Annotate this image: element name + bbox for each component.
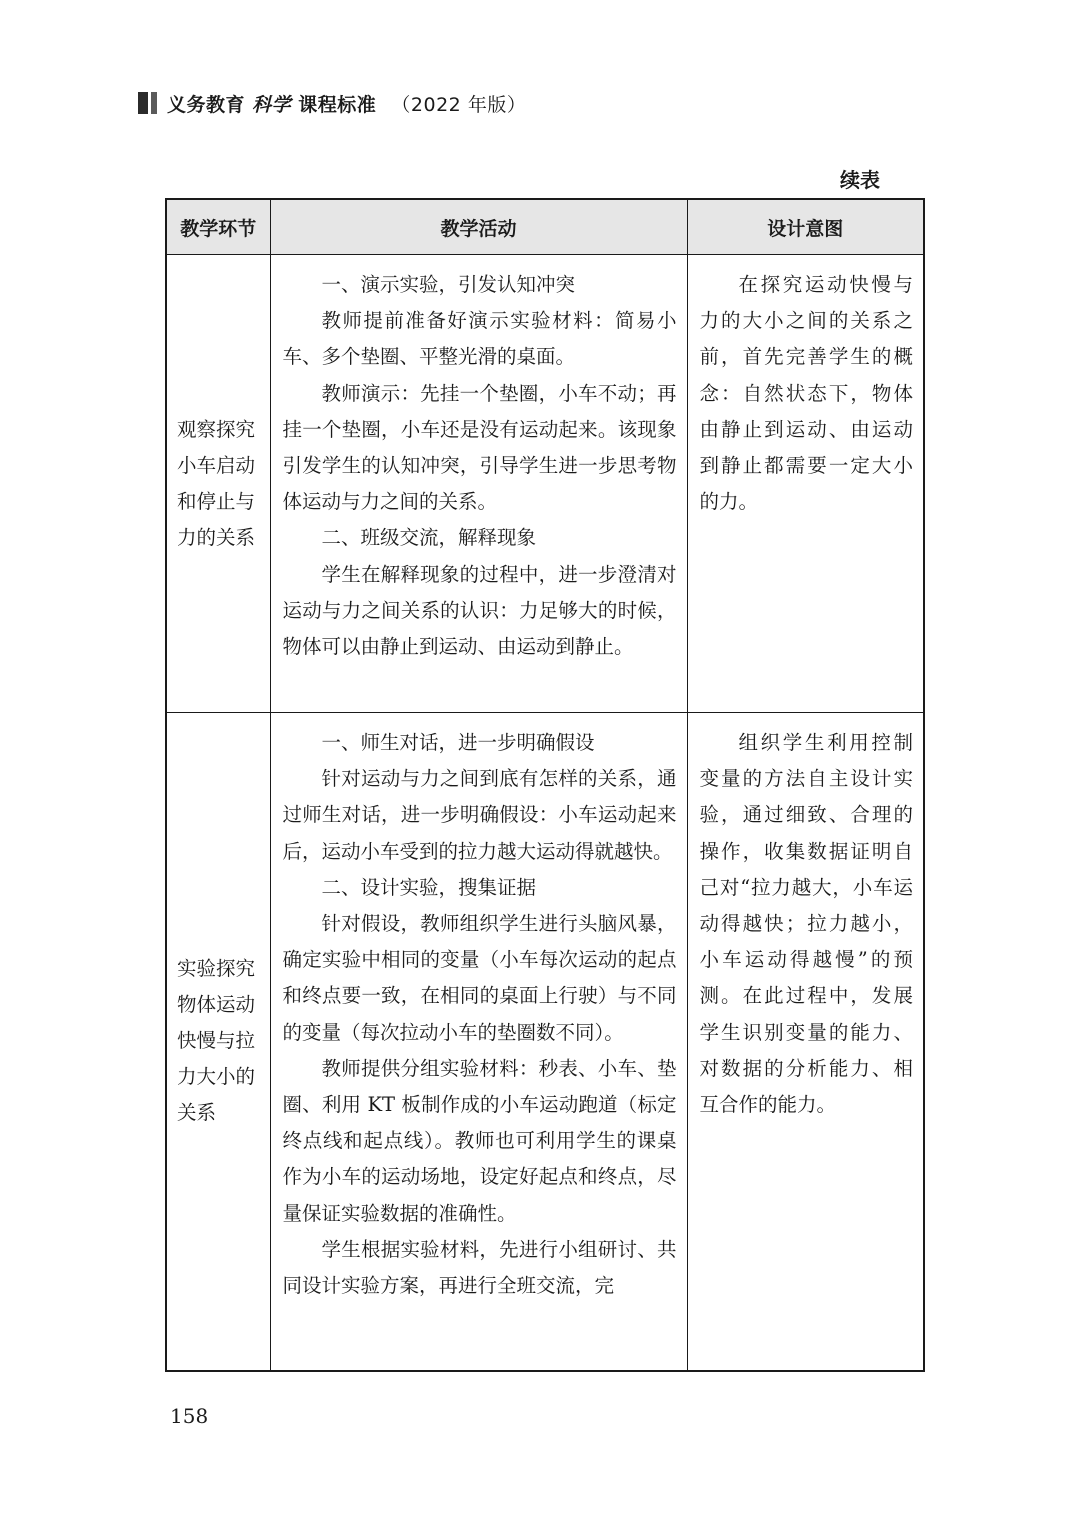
activity-paragraph: 针对运动与力之间到底有怎样的关系，通过师生对话，进一步明确假设：小车运动起来后，运动小车受到的拉力越大运动得就越快。 bbox=[282, 767, 677, 863]
continued-label: 续表 bbox=[840, 168, 880, 192]
intent-cell bbox=[687, 713, 924, 1371]
table-row bbox=[166, 255, 924, 713]
stage-cell: 观察探究小车启动和停止与力的关系 bbox=[166, 255, 270, 713]
activity-paragraph: 教师演示：先挂一个垫圈，小车不动；再挂一个垫圈，小车还是没有运动起来。该现象引发学生的认知冲突，引导学生进一步思考物体运动与力之间的关系。 bbox=[282, 381, 677, 514]
stage-cell: 实验探究物体运动快慢与拉力大小的关系 bbox=[166, 713, 270, 1371]
table-row bbox=[166, 713, 924, 1371]
header-title bbox=[167, 90, 526, 117]
column-header-stage: 教学环节 bbox=[166, 199, 270, 255]
running-header bbox=[138, 88, 526, 118]
lesson-table bbox=[165, 198, 925, 1372]
header-subject: 科学 bbox=[252, 93, 292, 116]
activity-paragraph: 针对假设，教师组织学生进行头脑风暴，确定实验中相同的变量（小车每次运动的起点和终点要一致，在相同的桌面上行驶）与不同的变量（每次拉动小车的垫圈数不同）。 bbox=[282, 912, 677, 1044]
activity-paragraph: 一、演示实验，引发认知冲突 bbox=[321, 273, 576, 296]
activity-cell bbox=[270, 255, 687, 713]
page-number: 158 bbox=[170, 1404, 209, 1428]
intent-paragraph: 在探究运动快慢与力的大小之间的关系之前，首先完善学生的概念：自然状态下，物体由静止到运动、由运动到静止都需要一定大小的力。 bbox=[699, 273, 913, 514]
table-header-row bbox=[166, 199, 924, 255]
header-version: （2022 年版） bbox=[391, 93, 527, 116]
activity-paragraph: 教师提供分组实验材料：秒表、小车、垫圈、利用 KT 板制作成的小车运动跑道（标定终点线和起点线）。教师也可利用学生的课桌作为小车的运动场地，设定好起点和终点，尽量保证实验数据的准确性。 bbox=[282, 1056, 677, 1225]
header-bars-decoration bbox=[138, 92, 157, 114]
activity-paragraph: 二、设计实验，搜集证据 bbox=[321, 875, 537, 899]
activity-paragraph: 一、师生对话，进一步明确假设 bbox=[321, 731, 595, 754]
header-suffix: 课程标准 bbox=[298, 93, 377, 116]
column-header-activity: 教学活动 bbox=[270, 199, 687, 255]
activity-paragraph: 二、班级交流，解释现象 bbox=[321, 526, 537, 550]
activity-paragraph: 学生根据实验材料，先进行小组研讨、共同设计实验方案，再进行全班交流，完 bbox=[282, 1237, 677, 1298]
header-prefix: 义务教育 bbox=[167, 93, 246, 116]
intent-paragraph: 组织学生利用控制变量的方法自主设计实验，通过细致、合理的操作，收集数据证明自己对“拉力越大，小车运动得越快；拉力越小，小车运动得越慢”的预测。在此过程中，发展学生识别变量的能力、对数据的分析能力、相互合作的能力。 bbox=[699, 731, 913, 1117]
intent-cell bbox=[687, 255, 924, 713]
activity-paragraph: 教师提前准备好演示实验材料：简易小车、多个垫圈、平整光滑的桌面。 bbox=[282, 309, 677, 369]
column-header-intent: 设计意图 bbox=[687, 199, 924, 255]
activity-cell bbox=[270, 713, 687, 1371]
activity-paragraph: 学生在解释现象的过程中，进一步澄清对运动与力之间关系的认识：力足够大的时候，物体可以由静止到运动、由运动到静止。 bbox=[282, 562, 677, 659]
